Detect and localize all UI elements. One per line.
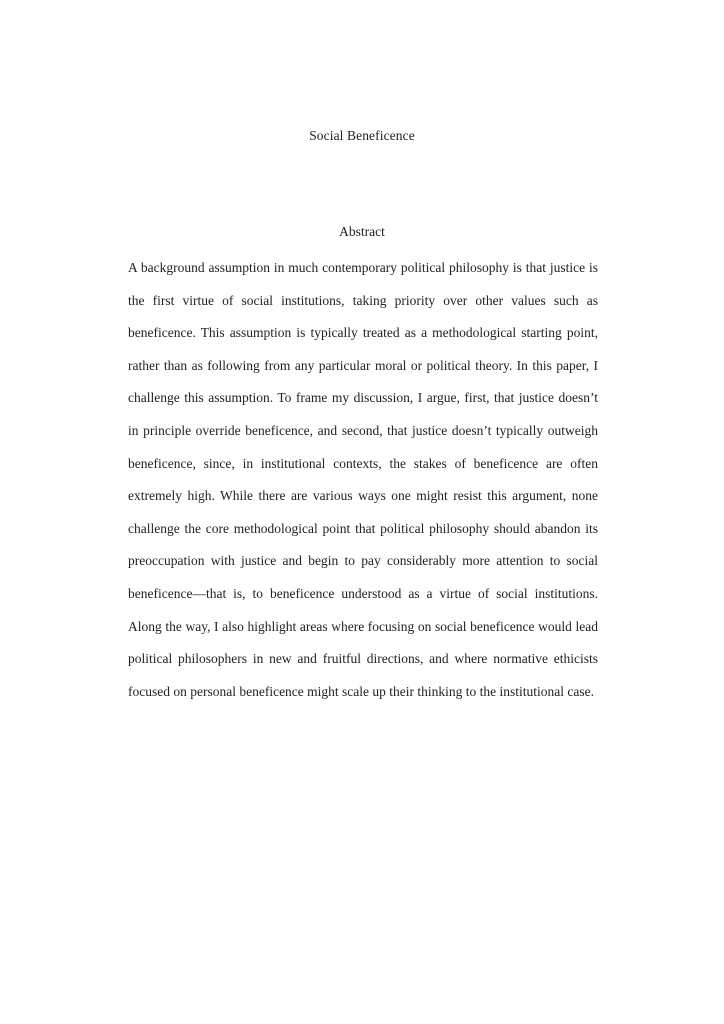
abstract-line: focused on personal beneficence might scale up their thinking to the institutional case.: [128, 683, 594, 699]
abstract-line: beneficence—that is, to beneficence understood as a virtue of social institutions.: [128, 585, 598, 601]
abstract-line: political philosophers in new and fruitful directions, and where normative ethicists: [128, 651, 598, 667]
abstract-body: [128, 252, 598, 708]
abstract-line: A background assumption in much contemporary political philosophy is that justice is: [128, 260, 598, 275]
abstract-line: in principle override beneficence, and second, that justice doesn’t typically outweigh: [128, 422, 598, 438]
abstract-line: extremely high. While there are various ways one might resist this argument, none: [128, 488, 598, 504]
abstract-line: beneficence, since, in institutional contexts, the stakes of beneficence are often: [128, 455, 598, 471]
abstract-line: the first virtue of social institutions, taking priority over other values such as: [128, 292, 598, 308]
abstract-heading: Abstract: [339, 224, 385, 239]
abstract-line: rather than as following from any particular moral or political theory. In this paper, I: [128, 357, 598, 373]
abstract-line: Along the way, I also highlight areas where focusing on social beneficence would lead: [128, 618, 598, 634]
abstract-line: beneficence. This assumption is typically treated as a methodological starting point,: [128, 325, 598, 341]
abstract-line: challenge the core methodological point that political philosophy should abandon its: [128, 520, 598, 536]
abstract-line: preoccupation with justice and begin to pay considerably more attention to social: [128, 553, 598, 569]
abstract-line: challenge this assumption. To frame my discussion, I argue, first, that justice doesn’t: [128, 390, 598, 406]
paper-title: Social Beneficence: [309, 128, 415, 143]
